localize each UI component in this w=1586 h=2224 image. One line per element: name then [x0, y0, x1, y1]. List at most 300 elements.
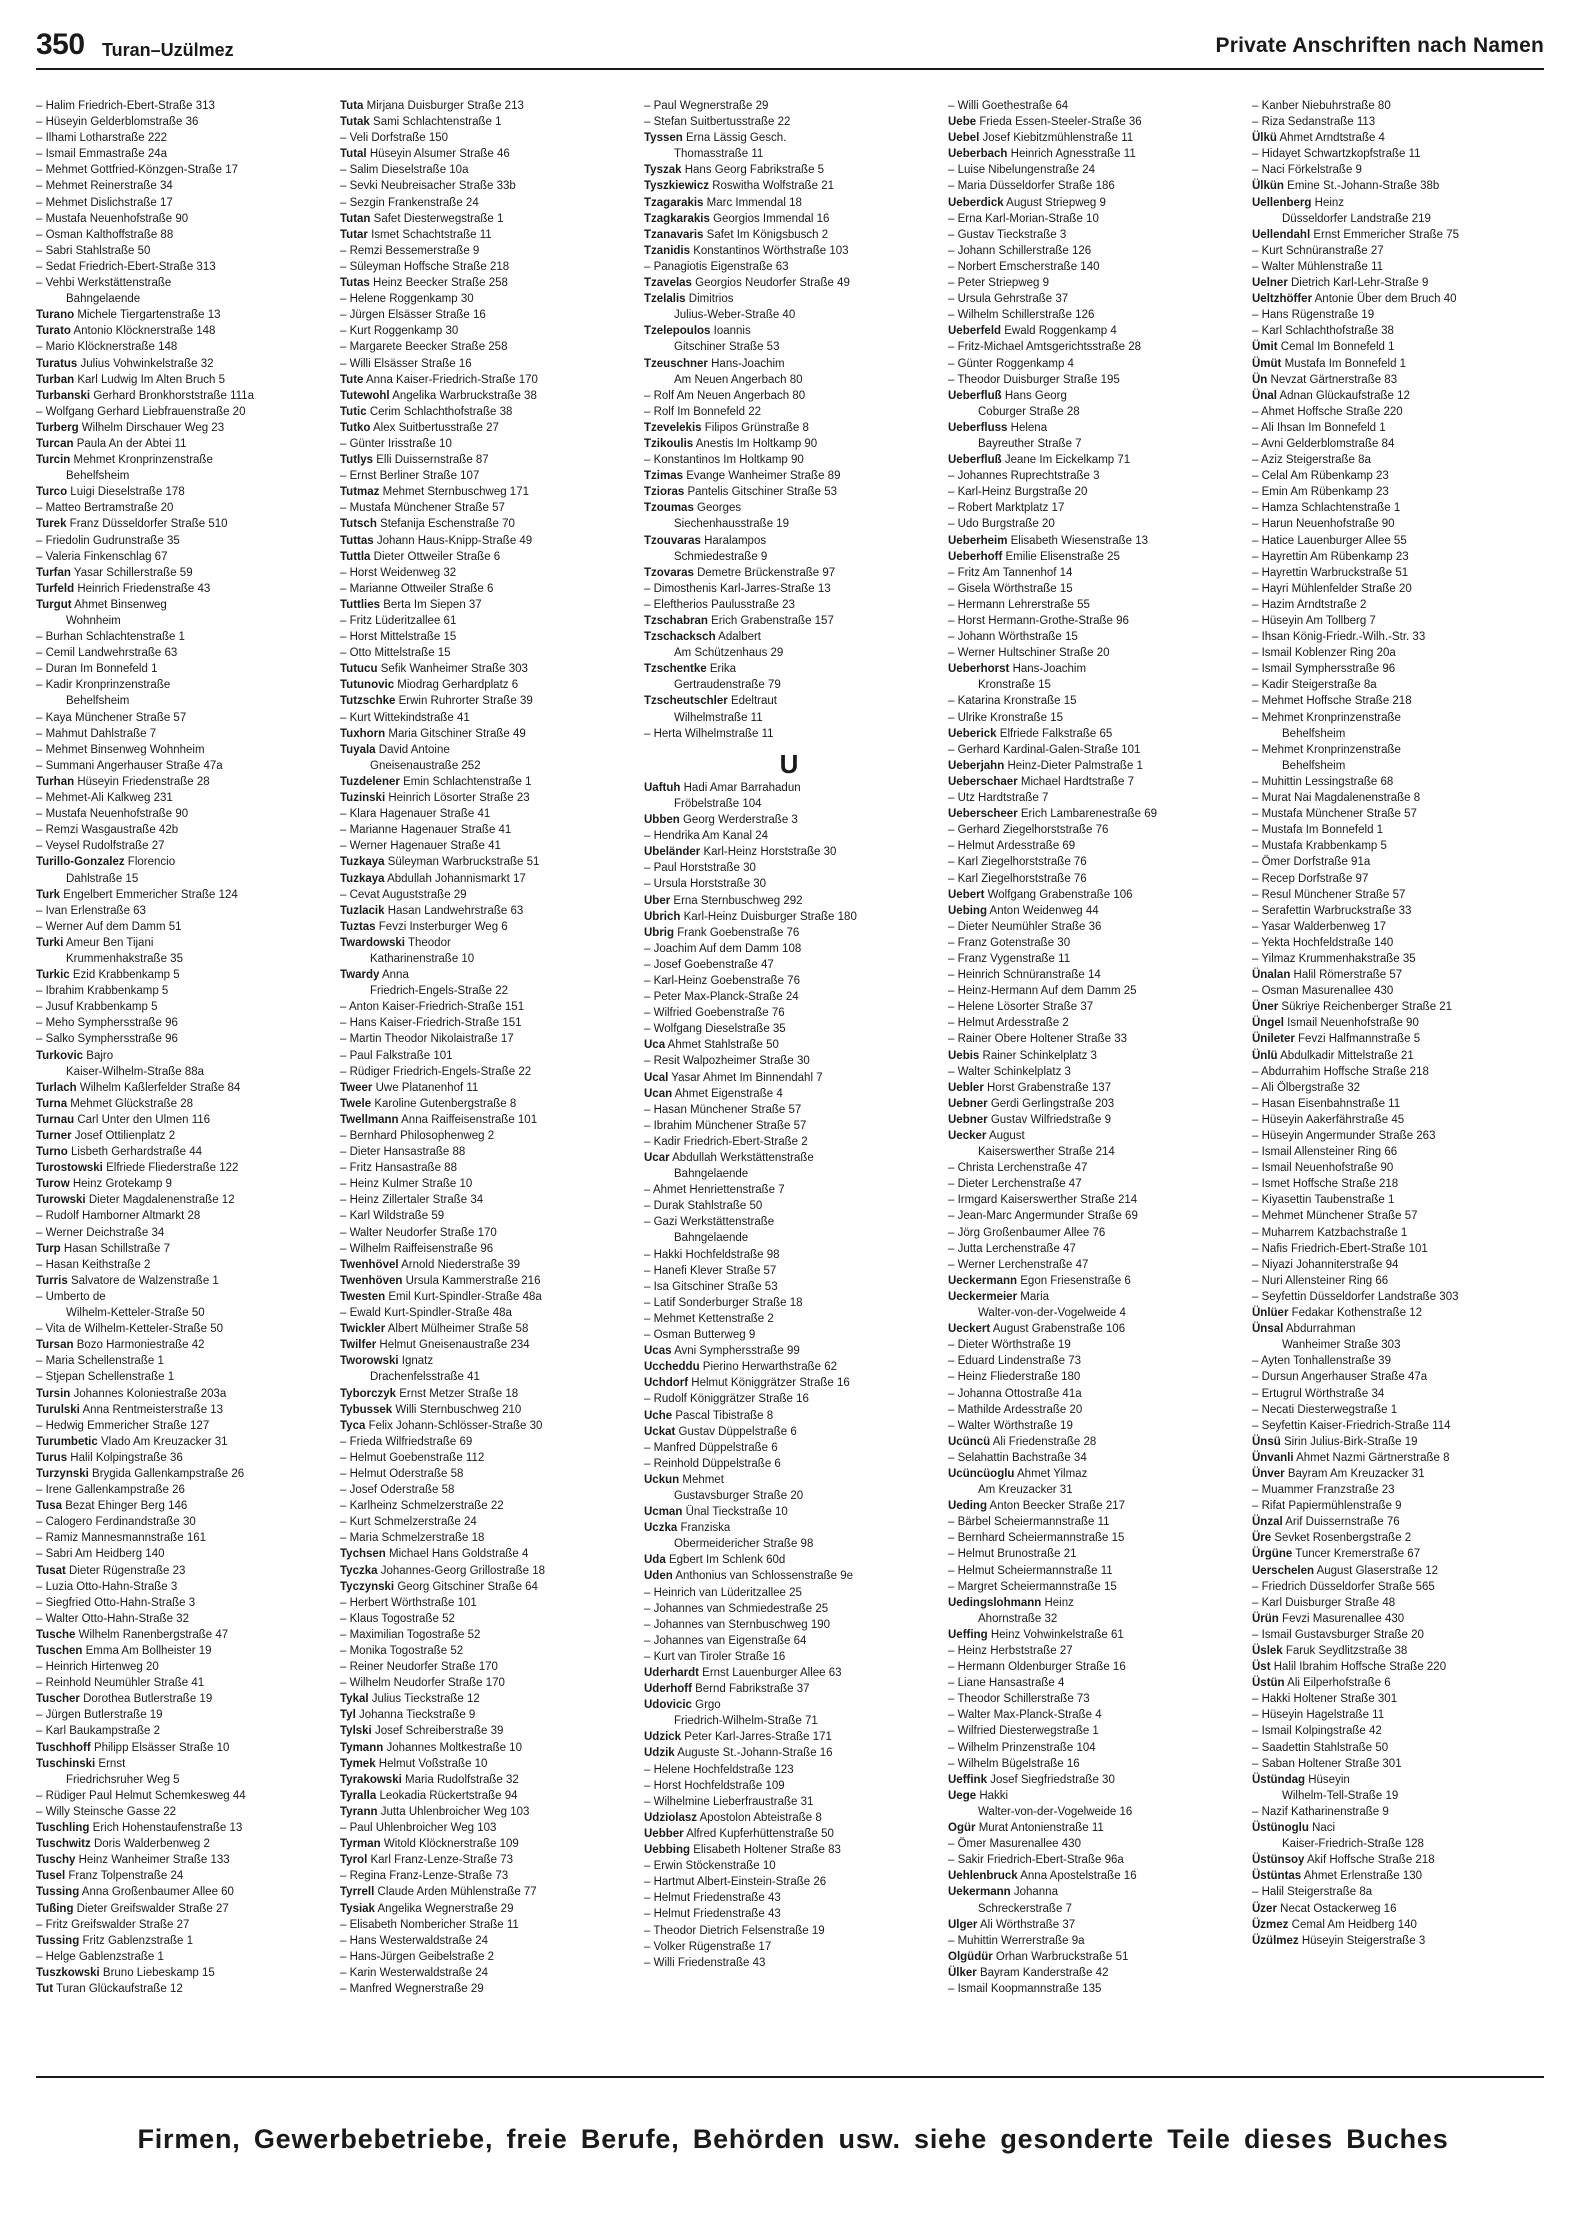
directory-entry	[340, 1901, 630, 1917]
directory-subentry: – Paul Uhlenbroicher Weg 103	[340, 1822, 497, 1835]
surname: Tysiak	[340, 1902, 375, 1915]
entry-details: Mustafa Krabbenkamp 5	[1261, 840, 1387, 853]
directory-subentry: – Franz Vygenstraße 11	[948, 952, 1071, 965]
entry-details: Mustafa Im Bonnefeld 1	[1284, 357, 1407, 370]
directory-entry	[340, 1257, 630, 1273]
directory-entry	[644, 1375, 934, 1391]
surname: Tuttla	[340, 550, 371, 563]
entry-continuation: Bahngelaende	[674, 1168, 749, 1181]
directory-entry	[340, 1546, 630, 1562]
directory-entry	[340, 227, 630, 243]
entry-details: Riza Sedanstraße 113	[1261, 116, 1376, 129]
directory-entry	[340, 1386, 630, 1402]
entry-details: Helmut Ardesstraße 69	[957, 840, 1076, 853]
entry-details: Meho Symphersstraße 96	[45, 1017, 178, 1030]
entry-continuation: Walter-von-der-Vogelweide 16	[978, 1805, 1133, 1818]
surname: Tutar	[340, 228, 368, 241]
entry-details: Wilhelm Kaßlerfelder Straße 84	[79, 1081, 241, 1094]
entry-details: Burhan Schlachtenstraße 1	[45, 631, 185, 644]
entry-details: Wilhelmine Lieberfraustraße 31	[653, 1795, 814, 1808]
entry-details: Volker Rügenstraße 17	[653, 1940, 772, 1953]
directory-subentry: – Sabri Am Heidberg 140	[36, 1548, 165, 1561]
surname: Üstünoglu	[1252, 1822, 1309, 1835]
directory-entry	[644, 1037, 934, 1053]
surname: Uecker	[948, 1130, 987, 1142]
entry-details: Maria Düsseldorfer Straße 186	[957, 180, 1115, 193]
surname: Tusche	[36, 1628, 76, 1641]
directory-subentry: – Fritz Greifswalder Straße 27	[36, 1918, 190, 1931]
directory-entry	[340, 854, 630, 870]
directory-entry	[1252, 339, 1542, 355]
entry-details: Bernd Fabrikstraße 37	[695, 1683, 810, 1696]
entry-details: August Striepweg 9	[1006, 196, 1106, 209]
entry-details: Angelika Wegnerstraße 29	[377, 1902, 514, 1915]
directory-subentry: – Eduard Lindenstraße 73	[948, 1355, 1081, 1368]
surname: Tut	[36, 1982, 54, 1995]
directory-subentry: – Theodor Schillerstraße 73	[948, 1693, 1090, 1706]
surname: Tyrol	[340, 1854, 368, 1867]
directory-subentry: – Calogero Ferdinandstraße 30	[36, 1516, 196, 1529]
entry-details: Johann Schillerstraße 126	[957, 244, 1092, 257]
entry-details: Sefik Wanheimer Straße 303	[380, 663, 528, 676]
entry-details: Muhittin Lessingstraße 68	[1261, 775, 1394, 788]
entry-details: Josef Kiebitzmühlenstraße 11	[982, 132, 1134, 145]
entry-details: Halim Friedrich-Ebert-Straße 313	[45, 100, 215, 112]
directory-entry	[340, 388, 630, 404]
entry-details: Johanna Tieckstraße 9	[358, 1709, 476, 1722]
entry-details: Seyfettin Düsseldorfer Landstraße 303	[1261, 1290, 1459, 1303]
surname: Tzimas	[644, 470, 683, 483]
entry-details: Georges	[697, 502, 742, 515]
directory-subentry: – Margarete Beecker Straße 258	[340, 341, 508, 354]
entry-details: Anna Kaiser-Friedrich-Straße 170	[365, 373, 538, 386]
entry-details: Karin Westerwaldstraße 24	[349, 1966, 489, 1979]
directory-subentry: – Durak Stahlstraße 50	[644, 1200, 763, 1213]
entry-details: Hakki	[979, 1789, 1009, 1802]
entry-details: Horst Grabenstraße 137	[987, 1081, 1112, 1094]
surname: Uebe	[948, 116, 977, 129]
entry-details: Abdullah Johannismarkt 17	[387, 872, 526, 885]
entry-details: Elisabeth Nombericher Straße 11	[349, 1918, 519, 1931]
entry-continuation: Thomasstraße 11	[674, 148, 764, 161]
entry-details: Maria	[1020, 1290, 1050, 1303]
directory-entry	[340, 903, 630, 919]
directory-column-3	[644, 98, 934, 1998]
surname: Udzick	[644, 1731, 682, 1744]
directory-subentry: – Osman Masurenallee 430	[1252, 985, 1394, 998]
entry-details: Sabri Stahlstraße 50	[45, 244, 151, 257]
directory-entry	[948, 1112, 1238, 1128]
surname: Ueberscheer	[948, 808, 1018, 821]
surname: Tzschentke	[644, 663, 707, 676]
directory-subentry: – Rüdiger Paul Helmut Schemkesweg 44	[36, 1789, 246, 1802]
entry-details: Calogero Ferdinandstraße 30	[45, 1516, 196, 1529]
directory-entry	[948, 146, 1238, 162]
directory-subentry: – Karl Wildstraße 59	[340, 1210, 445, 1223]
directory-entry	[948, 774, 1238, 790]
surname: Ueberfluß	[948, 389, 1002, 402]
surname: Ülkü	[1252, 132, 1277, 145]
directory-subentry: – Karl Ziegelhorststraße 76	[948, 872, 1087, 885]
entry-details: Orhan Warbruckstraße 51	[995, 1950, 1129, 1963]
entry-details: Karl Baukampstraße 2	[45, 1725, 161, 1738]
entry-details: Tuncer Kremerstraße 67	[1295, 1548, 1421, 1561]
directory-entry	[340, 726, 630, 742]
directory-entry	[948, 388, 1238, 404]
entry-details: Ulrike Kronstraße 15	[957, 711, 1064, 724]
surname: Ueckermann	[948, 1274, 1018, 1287]
directory-column-2	[340, 98, 630, 1998]
entry-details: Doris Walderbenweg 2	[93, 1838, 210, 1851]
entry-details: Rüdiger Paul Helmut Schemkesweg 44	[45, 1789, 246, 1802]
entry-details: Avni Symphersstraße 99	[674, 1345, 800, 1358]
surname: Tyrann	[340, 1805, 378, 1818]
directory-subentry: – Hakki Holtener Straße 301	[1252, 1693, 1398, 1706]
directory-subentry: – Osman Butterweg 9	[644, 1329, 756, 1342]
entry-details: Anna Apostelstraße 16	[1020, 1870, 1137, 1883]
directory-entry	[644, 1552, 934, 1568]
surname: Üner	[1252, 1001, 1279, 1014]
entry-details: Fritz Am Tannenhof 14	[957, 566, 1073, 579]
entry-details: Rolf Am Neuen Angerbach 80	[653, 389, 806, 402]
entry-details: Sakir Friedrich-Ebert-Straße 96a	[957, 1854, 1124, 1867]
directory-subentry: – Horst Hochfeldstraße 109	[644, 1779, 785, 1792]
surname: Uca	[644, 1039, 666, 1052]
entry-details: Alex Suitbertusstraße 27	[373, 421, 499, 434]
directory-subentry: – Gustav Tieckstraße 3	[948, 228, 1067, 241]
entry-details: Horst Hochfeldstraße 109	[653, 1779, 785, 1792]
directory-entry	[36, 1756, 326, 1772]
directory-subentry: – Werner Hagenauer Straße 41	[340, 840, 501, 853]
entry-details: Liane Hansastraße 4	[957, 1677, 1065, 1690]
entry-details: Helmut Gneisenaustraße 234	[379, 1339, 530, 1352]
entry-details: Frank Goebenstraße 76	[677, 926, 800, 939]
entry-details: Hans-Jürgen Geibelstraße 2	[349, 1950, 495, 1963]
directory-subentry: – Werner Lerchenstraße 47	[948, 1258, 1089, 1271]
directory-subentry: – Karlheinz Schmelzerstraße 22	[340, 1500, 504, 1513]
directory-entry	[340, 1080, 630, 1096]
entry-details: Margarete Beecker Straße 258	[349, 341, 508, 354]
entry-continuation: Bahngelaende	[66, 293, 141, 306]
directory-entry	[1252, 1643, 1542, 1659]
directory-subentry: – Ismail Kolpingstraße 42	[1252, 1725, 1382, 1738]
directory-subentry: – Ihsan König-Friedr.-Wilh.-Str. 33	[1252, 631, 1426, 644]
surname: Twardy	[340, 969, 380, 982]
entry-details: Alfred Kupferhüttenstraße 50	[686, 1827, 834, 1840]
directory-entry	[1252, 1305, 1542, 1321]
directory-entry	[36, 565, 326, 581]
surname: Turulski	[36, 1403, 80, 1416]
directory-subentry: – Helene Hochfeldstraße 123	[644, 1763, 794, 1776]
directory-subentry: – Rolf Am Neuen Angerbach 80	[644, 389, 806, 402]
directory-entry	[644, 533, 934, 549]
entry-continuation: Kaiser-Friedrich-Straße 128	[1282, 1838, 1424, 1851]
surname: Turfan	[36, 566, 71, 579]
entry-details: Günter Roggenkamp 4	[957, 357, 1074, 370]
entry-continuation: Am Schützenhaus 29	[674, 647, 784, 660]
directory-entry	[948, 1498, 1238, 1514]
entry-details: Luise Nibelungenstraße 24	[957, 164, 1096, 177]
surname: Turcan	[36, 437, 74, 450]
directory-entry	[644, 130, 934, 146]
entry-details: Fritz Greifswalder Straße 27	[45, 1918, 190, 1931]
entry-details: Bezat Ehinger Berg 146	[65, 1500, 188, 1513]
surname: Uebing	[948, 904, 987, 917]
directory-subentry: – Nuri Allensteiner Ring 66	[1252, 1274, 1389, 1287]
directory-subentry: – Willy Steinsche Gasse 22	[36, 1805, 176, 1818]
entry-details: Ezid Krabbenkamp 5	[72, 969, 180, 982]
directory-subentry: – Mustafa Neuenhofstraße 90	[36, 212, 189, 225]
entry-details: Umberto de	[45, 1290, 106, 1303]
directory-subentry: – Hasan Eisenbahnstraße 11	[1252, 1097, 1401, 1110]
surname: Turbanski	[36, 389, 91, 402]
directory-subentry: – Irene Gallenkampstraße 26	[36, 1484, 185, 1497]
entry-details: Anthonius van Schlossenstraße 9e	[675, 1570, 854, 1583]
entry-details: Ursula Kammerstraße 216	[405, 1274, 541, 1287]
directory-entry	[340, 372, 630, 388]
directory-entry	[36, 1691, 326, 1707]
directory-subentry: – Dursun Angerhauser Straße 47a	[1252, 1371, 1428, 1384]
entry-details: Erich Hohenstaufenstraße 13	[92, 1822, 243, 1835]
surname: Tzschabran	[644, 615, 708, 627]
surname: Ünvanli	[1252, 1451, 1294, 1464]
entry-details: Dimosthenis Karl-Jarres-Straße 13	[653, 582, 831, 595]
directory-subentry: – Walter Mühlenstraße 11	[1252, 260, 1384, 273]
surname: Tuyala	[340, 743, 376, 756]
directory-subentry: – Hamza Schlachtenstraße 1	[1252, 502, 1401, 515]
directory-subentry: – Ayten Tonhallenstraße 39	[1252, 1355, 1391, 1368]
entry-details: Ismail Koblenzer Ring 20a	[1261, 647, 1396, 660]
entry-continuation: Am Neuen Angerbach 80	[674, 373, 803, 386]
entry-details: Osman Butterweg 9	[653, 1329, 756, 1342]
entry-details: Ünal Tieckstraße 10	[685, 1506, 788, 1519]
directory-subentry: – Hüseyin Hagelstraße 11	[1252, 1709, 1385, 1722]
directory-subentry: – Wilhelm Raiffeisenstraße 96	[340, 1242, 494, 1255]
entry-details: Wilhelm Bügelstraße 16	[957, 1757, 1080, 1770]
entry-details: Yasar Walderbenweg 17	[1261, 920, 1387, 933]
entry-details: Mehmet Kronprinzenstraße	[73, 454, 213, 467]
directory-entry	[36, 1852, 326, 1868]
directory-subentry: – Helmut Oderstraße 58	[340, 1467, 464, 1480]
entry-details: Heinrich van Lüderitzallee 25	[653, 1586, 802, 1599]
entry-details: Hadi Amar Barrahadun	[683, 781, 801, 794]
entry-details: Manfred Düppelstraße 6	[653, 1441, 778, 1454]
entry-details: Wilfried Diesterwegstraße 1	[957, 1725, 1099, 1738]
directory-subentry: – Kaya Münchener Straße 57	[36, 711, 187, 724]
directory-subentry: – Paul Horststraße 30	[644, 862, 756, 875]
directory-subentry: – Süleyman Hoffsche Straße 218	[340, 260, 510, 273]
directory-entry	[1252, 1852, 1542, 1868]
entry-details: Faruk Seydlitzstraße 38	[1285, 1645, 1408, 1657]
entry-details: Wilhelm Prinzenstraße 104	[957, 1741, 1096, 1754]
entry-details: Helena	[1010, 421, 1048, 434]
directory-subentry: – Panagiotis Eigenstraße 63	[644, 260, 789, 273]
directory-subentry: – Isa Gitschiner Straße 53	[644, 1280, 778, 1293]
directory-subentry: – Wilhelm Neudorfer Straße 170	[340, 1677, 505, 1690]
directory-subentry: – Wilhelmine Lieberfraustraße 31	[644, 1795, 814, 1808]
surname: Tuschinski	[36, 1757, 96, 1770]
entry-details: Helmut Königgrätzer Straße 16	[691, 1377, 850, 1390]
directory-subentry: – Murat Nai Magdalenenstraße 8	[1252, 792, 1421, 805]
directory-subentry: – Stefan Suitbertusstraße 22	[644, 116, 791, 129]
directory-entry	[948, 1434, 1238, 1450]
entry-details: Helene Lösorter Straße 37	[957, 1001, 1094, 1014]
directory-entry	[36, 1498, 326, 1514]
entry-details: Ismail Symphersstraße 96	[1261, 663, 1396, 676]
entry-details: Ayten Tonhallenstraße 39	[1260, 1355, 1391, 1368]
directory-entry	[644, 613, 934, 629]
directory-entry	[36, 1112, 326, 1128]
directory-subentry: – Yekta Hochfeldstraße 140	[1252, 936, 1394, 949]
directory-subentry: – Meho Symphersstraße 96	[36, 1017, 178, 1030]
entry-details: Mehmet Sternbuschweg 171	[382, 486, 529, 499]
entry-details: Fedakar Kothenstraße 12	[1291, 1307, 1423, 1320]
entry-details: Erna Karl-Morian-Straße 10	[957, 212, 1099, 225]
directory-entry	[644, 1826, 934, 1842]
directory-subentry: – Mustafa Im Bonnefeld 1	[1252, 824, 1384, 837]
entry-details: Bayram Kanderstraße 42	[979, 1966, 1109, 1979]
surname: Turberg	[36, 421, 79, 434]
entry-details: Ömer Dorfstraße 91a	[1261, 856, 1371, 869]
entry-details: Kadir Kronprinzenstraße	[45, 679, 171, 692]
directory-entry	[1252, 388, 1542, 404]
entry-details: Dieter Ottweiler Straße 6	[373, 550, 501, 563]
directory-entry	[36, 774, 326, 790]
entry-details: Helmut Ardesstraße 2	[957, 1017, 1069, 1030]
entry-details: Ahmet Henriettenstraße 7	[652, 1184, 785, 1197]
entry-details: Helge Gablenzstraße 1	[45, 1950, 164, 1963]
directory-entry	[1252, 356, 1542, 372]
entry-details: Irmgard Kaiserswerther Straße 214	[957, 1194, 1138, 1207]
surname: Üzmez	[1252, 1918, 1289, 1931]
directory-subentry: – Hans Rügenstraße 19	[1252, 309, 1375, 322]
entry-details: Johann Haus-Knipp-Straße 49	[376, 534, 533, 547]
surname: Twickler	[340, 1323, 386, 1336]
directory-entry	[644, 1070, 934, 1086]
entry-details: David Antoine	[378, 743, 450, 756]
entry-details: Mehmet	[682, 1473, 724, 1486]
directory-entry	[644, 1568, 934, 1584]
directory-subentry: – Kurt Schnüranstraße 27	[1252, 244, 1384, 257]
entry-details: Anton Weidenweg 44	[989, 904, 1099, 917]
surname: Ueberbach	[948, 148, 1008, 161]
directory-subentry: – Mehmet Hoffsche Straße 218	[1252, 695, 1412, 708]
entry-details: Rifat Papiermühlenstraße 9	[1261, 1500, 1402, 1513]
entry-details: Siegfried Otto-Hahn-Straße 3	[45, 1596, 196, 1609]
directory-subentry: – Konstantinos Im Holtkamp 90	[644, 454, 804, 467]
entry-details: Regina Franz-Lenze-Straße 73	[349, 1870, 509, 1883]
surname: Turkic	[36, 969, 70, 982]
entry-details: Georg Gitschiner Straße 64	[397, 1580, 538, 1593]
directory-subentry: – Heinz-Hermann Auf dem Damm 25	[948, 985, 1137, 998]
entry-details: Mehmet Dislichstraße 17	[45, 196, 173, 209]
directory-subentry: – Johannes van Eigenstraße 64	[644, 1634, 807, 1647]
entry-details: Georg Werderstraße 3	[682, 814, 798, 827]
surname: Turcin	[36, 454, 71, 467]
directory-subentry: – Saban Holtener Straße 301	[1252, 1757, 1402, 1770]
entry-continuation: Behelfsheim	[66, 695, 130, 708]
directory-entry	[36, 1128, 326, 1144]
surname: Tzanidis	[644, 244, 691, 257]
entry-details: Kurt van Tiroler Straße 16	[653, 1650, 786, 1663]
directory-subentry: – Hermann Lehrerstraße 55	[948, 598, 1090, 611]
directory-subentry: – Karl Schlachthofstraße 38	[1252, 325, 1394, 338]
entry-details: Rudolf Königgrätzer Straße 16	[653, 1393, 809, 1406]
directory-subentry: – Reinhold Neumühler Straße 41	[36, 1677, 205, 1690]
directory-subentry: – Bernhard Scheiermannstraße 15	[948, 1532, 1125, 1545]
entry-details: Johanna Ottostraße 41a	[957, 1387, 1082, 1400]
surname: Tyczynski	[340, 1580, 395, 1593]
surname: Udziolasz	[644, 1811, 698, 1824]
directory-entry	[948, 1273, 1238, 1289]
surname: Tweer	[340, 1081, 373, 1094]
entry-details: Elisabeth Wiesenstraße 13	[1010, 534, 1149, 547]
entry-details: Joachim Auf dem Damm 108	[653, 942, 802, 955]
entry-details: Bernhard Scheiermannstraße 15	[957, 1532, 1125, 1545]
surname: Twellmann	[340, 1113, 399, 1126]
surname: Ürgüne	[1252, 1548, 1293, 1561]
directory-entry	[340, 275, 630, 291]
entry-details: Emine St.-Johann-Straße 38b	[1287, 180, 1440, 193]
entry-details: Friedolin Gudrunstraße 35	[45, 534, 180, 547]
directory-entry	[36, 1048, 326, 1064]
entry-details: Ahmet Arndtstraße 4	[1279, 132, 1385, 145]
surname: Uebis	[948, 1049, 980, 1062]
directory-subentry: – Abdurrahim Hoffsche Straße 218	[1252, 1065, 1429, 1078]
directory-entry	[1252, 195, 1542, 211]
directory-entry	[340, 1321, 630, 1337]
entry-details: Mehmet Kronprinzenstraße	[1261, 743, 1401, 756]
directory-subentry: – Fritz Hansastraße 88	[340, 1162, 457, 1175]
entry-details: Gerhard Ziegelhorststraße 76	[957, 824, 1109, 837]
directory-subentry: – Muammer Franzstraße 23	[1252, 1484, 1395, 1497]
surname: Tußing	[36, 1902, 74, 1915]
directory-subentry: – Nafis Friedrich-Ebert-Straße 101	[1252, 1242, 1428, 1255]
entry-details: Apostolon Abteistraße 8	[699, 1811, 822, 1824]
surname: Ümit	[1252, 341, 1278, 354]
entry-details: Ismail Kolpingstraße 42	[1261, 1725, 1382, 1738]
surname: Tzoumas	[644, 502, 694, 515]
entry-details: Fritz Gablenzstraße 1	[82, 1934, 194, 1947]
directory-subentry: – Mustafa Münchener Straße 57	[340, 502, 505, 515]
directory-subentry: – Stjepan Schellenstraße 1	[36, 1371, 175, 1384]
directory-entry	[948, 533, 1238, 549]
entry-details: Heinz Kulmer Straße 10	[349, 1178, 473, 1191]
surname: Tzioras	[644, 486, 685, 499]
surname: Tuttas	[340, 534, 374, 547]
directory-entry	[36, 597, 326, 613]
directory-subentry: – Halil Steigerstraße 8a	[1252, 1886, 1373, 1899]
directory-subentry: – Johannes Ruprechtstraße 3	[948, 470, 1100, 483]
entry-details: Kurt Schnüranstraße 27	[1261, 244, 1384, 257]
directory-subentry: – Hüseyin Aakerfährstraße 45	[1252, 1113, 1405, 1126]
directory-subentry: – Hedwig Emmericher Straße 127	[36, 1419, 210, 1432]
surname: Üngel	[1252, 1017, 1284, 1030]
entry-details: Karl Ziegelhorststraße 76	[957, 856, 1087, 869]
entry-details: Walter Otto-Hahn-Straße 32	[45, 1612, 189, 1625]
entry-details: Fritz Hansastraße 88	[349, 1162, 457, 1175]
header-rule	[36, 68, 1544, 70]
surname: Uehlenbruck	[948, 1870, 1018, 1883]
entry-details: Dieter Greifswalder Straße 27	[76, 1902, 229, 1915]
surname: Ucman	[644, 1506, 683, 1519]
entry-details: Norbert Emscherstraße 140	[957, 260, 1100, 273]
entry-details: Egon Friesenstraße 6	[1020, 1274, 1131, 1287]
surname: Ueding	[948, 1500, 987, 1513]
entry-details: Hüseyin Aakerfährstraße 45	[1261, 1113, 1405, 1126]
surname: Uden	[644, 1570, 673, 1583]
entry-details: Ismet Schachtstraße 11	[371, 228, 492, 241]
